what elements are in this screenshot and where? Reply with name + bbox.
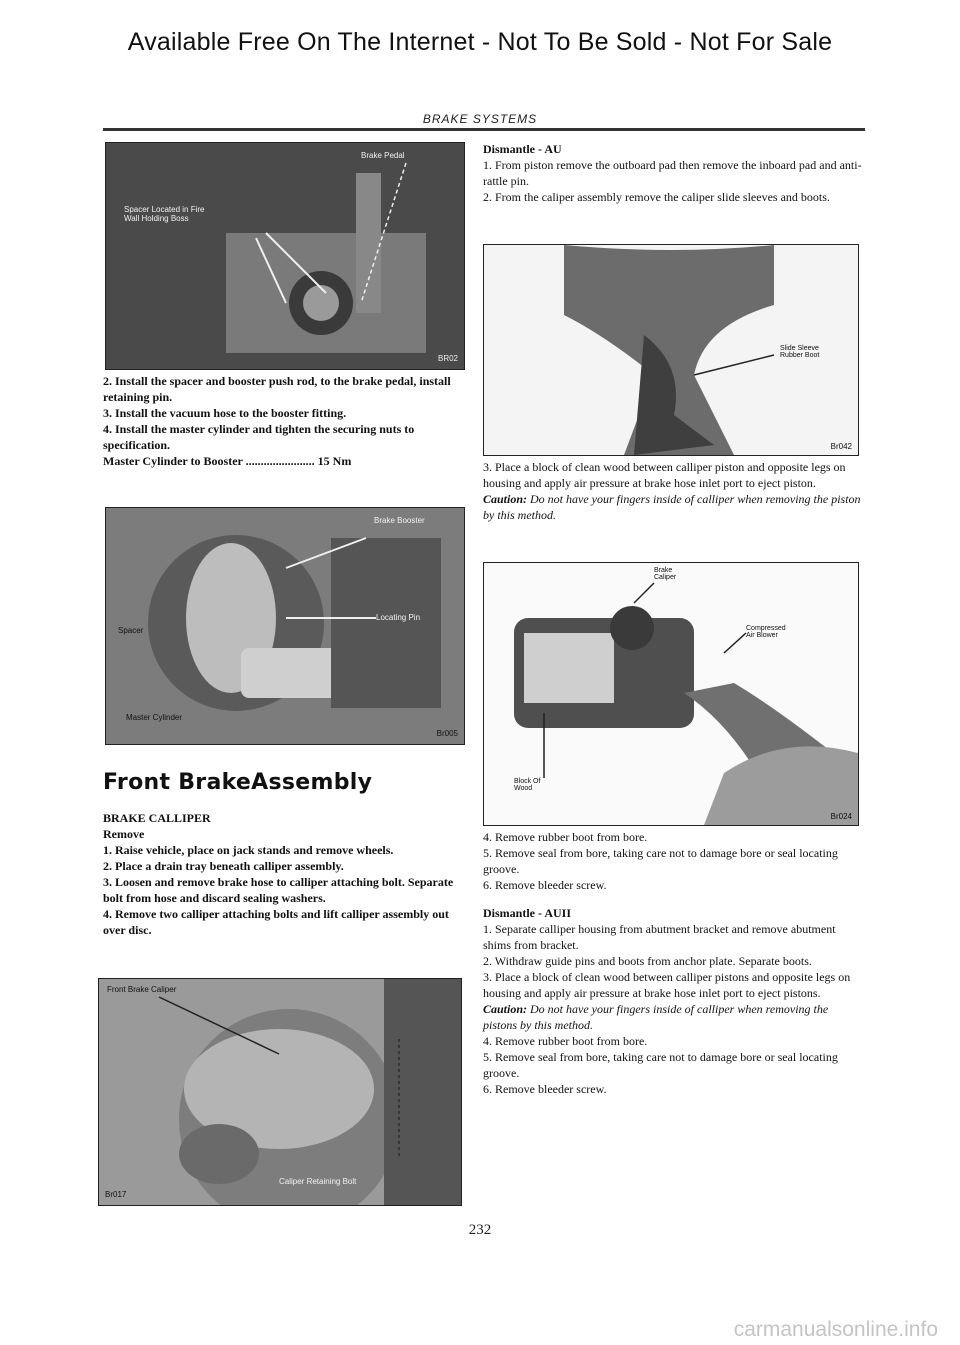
remove-step-1: 1. Raise vehicle, place on jack stands and remove wheels. — [103, 843, 394, 857]
torque-value: 15 Nm — [317, 454, 352, 468]
section-title: Front BrakeAssembly — [103, 770, 373, 795]
auii-step-6: 6. Remove bleeder screw. — [483, 1082, 607, 1096]
remove-step-2: 2. Place a drain tray beneath calliper assembly. — [103, 859, 344, 873]
running-head: BRAKE SYSTEMS — [422, 112, 538, 126]
caution-label: Caution: — [483, 492, 528, 506]
auii-step-4: 4. Remove rubber boot from bore. — [483, 1034, 648, 1048]
compressed-air-photo — [483, 562, 859, 826]
booster-mount-illustration — [106, 143, 464, 369]
auii-step-2: 2. Withdraw guide pins and boots from anchor plate. Separate boots. — [483, 954, 812, 968]
after-step-5: 5. Remove seal from bore, taking care not to damage bore or seal locating groove. — [483, 846, 838, 876]
step-3: 3. Install the vacuum hose to the booster fitting. — [103, 406, 347, 420]
block-of-wood-label: Block Of Wood — [514, 778, 541, 792]
remove-heading: Remove — [103, 827, 145, 841]
compressed-air-label: Compressed Air Blower — [746, 625, 786, 639]
torque-label: Master Cylinder to Booster ....................... — [103, 454, 315, 468]
caution-text: Do not have your fingers inside of calliper when removing the pistons by this method. — [483, 1002, 829, 1032]
step-4: 4. Install the master cylinder and tighten the securing nuts to specification. — [103, 422, 415, 452]
dismantle-au-section — [483, 141, 865, 205]
booster-mount-photo — [105, 142, 465, 370]
dismantle-auii-heading: Dismantle - AUII — [483, 906, 572, 920]
auii-step-5: 5. Remove seal from bore, taking care not to damage bore or seal locating groove. — [483, 1050, 838, 1080]
photo-code: Br042 — [830, 442, 852, 451]
header-rule — [103, 128, 865, 131]
master-cylinder-photo — [105, 507, 465, 745]
slide-sleeve-photo — [483, 244, 859, 456]
photo-code: Br024 — [830, 812, 852, 821]
step-3: 3. Place a block of clean wood between calliper piston and opposite legs on housing and apply air pressure at brake hose inlet port to eject piston. — [483, 460, 846, 490]
caliper-retaining-bolt-label: Caliper Retaining Bolt — [279, 1177, 357, 1186]
after-step-6: 6. Remove bleeder screw. — [483, 878, 607, 892]
slide-sleeve-label: Slide Sleeve Rubber Boot — [780, 345, 820, 359]
page-banner: Available Free On The Internet - Not To Be Sold - Not For Sale — [127, 28, 833, 56]
brake-booster-label: Brake Booster — [374, 516, 425, 525]
front-brake-caliper-label: Front Brake Caliper — [107, 985, 177, 994]
brake-pedal-label: Brake Pedal — [361, 151, 405, 160]
photo-code: Br017 — [105, 1190, 127, 1199]
master-cylinder-illustration — [106, 508, 464, 744]
caution-label: Caution: — [483, 1002, 528, 1016]
subsection-heading: BRAKE CALLIPER — [103, 811, 211, 825]
dismantle-au-heading: Dismantle - AU — [483, 142, 562, 156]
after-steps — [483, 829, 865, 1097]
master-cylinder-label: Master Cylinder — [126, 713, 183, 722]
auii-step-1: 1. Separate calliper housing from abutment bracket and remove abutment shims from bracket. — [483, 922, 836, 952]
locating-pin-label: Locating Pin — [376, 613, 421, 622]
front-caliper-illustration — [99, 979, 461, 1205]
spacer-label: Spacer Located in Fire Wall Holding Boss — [124, 205, 205, 223]
caution-1 — [483, 491, 865, 523]
page-number: 232 — [468, 1222, 492, 1238]
remove-section — [103, 810, 465, 938]
dismantle-au-step-1: 1. From piston remove the outboard pad then remove the inboard pad and anti-rattle pin. — [483, 158, 862, 188]
dismantle-au-step-2: 2. From the caliper assembly remove the caliper slide sleeves and boots. — [483, 190, 830, 204]
step-2: 2. Install the spacer and booster push rod, to the brake pedal, install retaining pin. — [103, 374, 451, 404]
spacer-label: Spacer — [118, 626, 144, 635]
caution-text: Do not have your fingers inside of calliper when removing the piston by this method. — [483, 492, 861, 522]
eject-piston-section — [483, 459, 865, 523]
remove-step-4: 4. Remove two calliper attaching bolts and lift calliper assembly out over disc. — [103, 907, 449, 937]
caution-2 — [483, 1001, 865, 1033]
brake-caliper-label: Brake Caliper — [654, 567, 677, 581]
after-step-4: 4. Remove rubber boot from bore. — [483, 830, 648, 844]
torque-spec — [103, 453, 465, 469]
photo-code: BR02 — [437, 354, 458, 363]
booster-steps — [103, 373, 465, 469]
remove-step-3: 3. Loosen and remove brake hose to calliper attaching bolt. Separate bolt from hose and discard sealing washers. — [103, 875, 454, 905]
photo-code: Br005 — [436, 729, 458, 738]
auii-step-3: 3. Place a block of clean wood between calliper pistons and opposite legs on housing and apply air pressure at brake hose inlet port to eject pistons. — [483, 970, 851, 1000]
front-caliper-photo — [98, 978, 462, 1206]
footer-watermark: carmanualsonline.info — [733, 1318, 938, 1341]
